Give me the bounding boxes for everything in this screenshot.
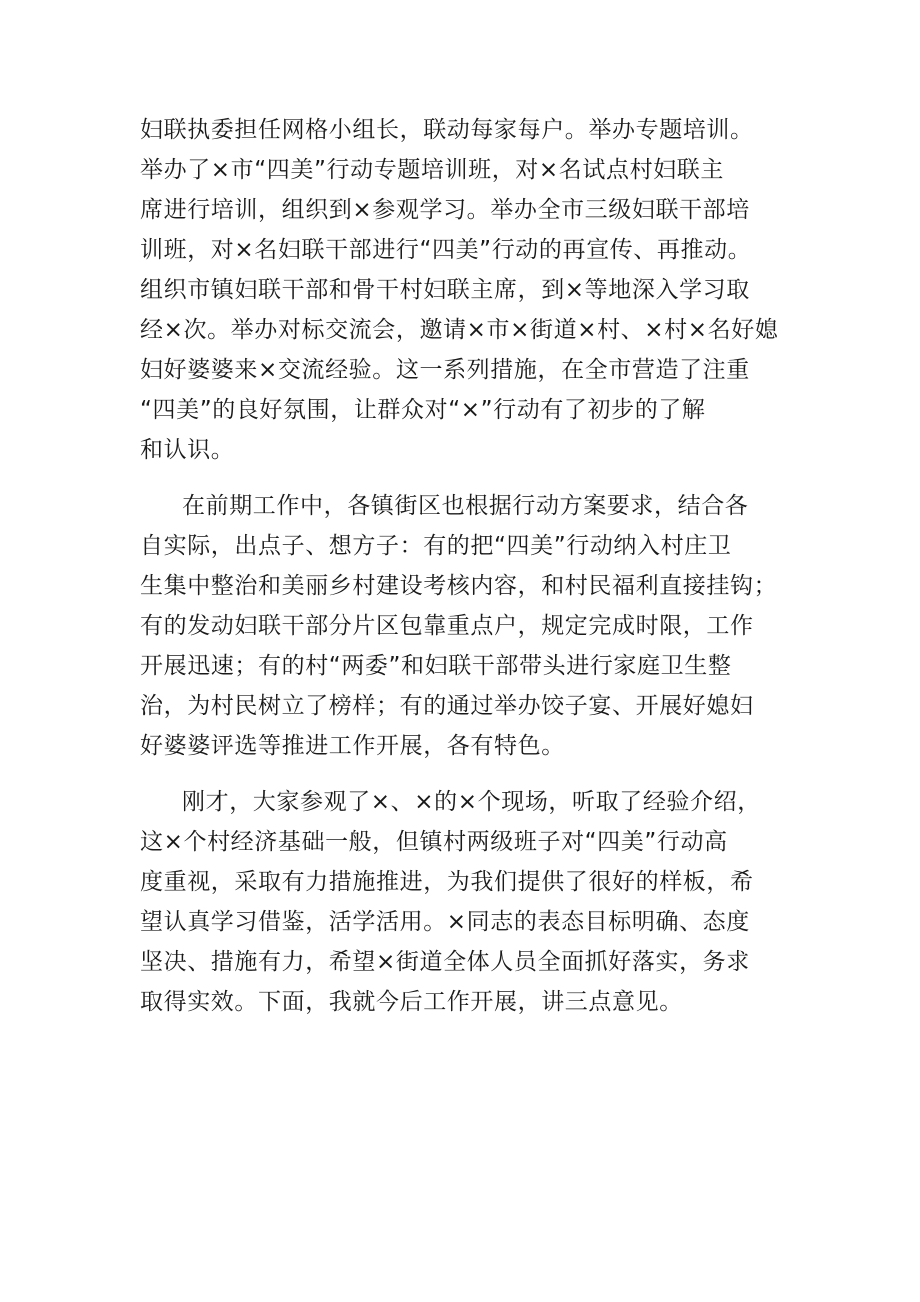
text-line: 妇联执委担任网格小组长，联动每家每户。举办专题培训。 [140, 117, 754, 143]
text-line: 自实际，出点子、想方子：有的把“四美”行动纳入村庄卫 [140, 533, 732, 559]
paragraph-3 [140, 782, 780, 1022]
text-line: 在前期工作中，各镇街区也根据行动方案要求，结合各 [182, 493, 749, 519]
text-line: 经×次。举办对标交流会，邀请×市×街道×村、×村×名好媳 [140, 317, 779, 343]
text-line: 刚才，大家参观了×、×的×个现场，听取了经验介绍， [182, 789, 761, 815]
text-line: 坚决、措施有力，希望×街道全体人员全面抓好落实，务求 [140, 949, 750, 975]
text-line: “四美”的良好氛围，让群众对“×”行动有了初步的了解 [140, 397, 706, 423]
text-line: 生集中整治和美丽乡村建设考核内容，和村民福利直接挂钩； [140, 573, 778, 599]
document-body [140, 110, 780, 1022]
text-line: 治，为村民树立了榜样；有的通过举办饺子宴、开展好媳妇 [140, 693, 754, 719]
text-line: 好婆婆评选等推进工作开展，各有特色。 [140, 733, 565, 759]
text-line: 席进行培训，组织到×参观学习。举办全市三级妇联干部培 [140, 197, 750, 223]
text-line: 组织市镇妇联干部和骨干村妇联主席，到×等地深入学习取 [140, 277, 750, 303]
text-line: 妇好婆婆来×交流经验。这一系列措施，在全市营造了注重 [140, 357, 750, 383]
paragraph-spacer [140, 470, 780, 486]
paragraph-1 [140, 110, 780, 470]
paragraph-2 [140, 486, 780, 766]
text-line: 开展迅速；有的村“两委”和妇联干部带头进行家庭卫生整 [140, 653, 732, 679]
text-line: 这×个村经济基础一般，但镇村两级班子对“四美”行动高 [140, 829, 728, 855]
text-line: 取得实效。下面，我就今后工作开展，讲三点意见。 [140, 989, 683, 1015]
text-line: 和认识。 [140, 437, 235, 463]
text-line: 有的发动妇联干部分片区包靠重点户，规定完成时限，工作 [140, 613, 754, 639]
text-line: 度重视，采取有力措施推进，为我们提供了很好的样板，希 [140, 869, 754, 895]
text-line: 举办了×市“四美”行动专题培训班，对×名试点村妇联主 [140, 157, 724, 183]
text-line: 望认真学习借鉴，活学活用。×同志的表态目标明确、态度 [140, 909, 750, 935]
text-line: 训班，对×名妇联干部进行“四美”行动的再宣传、再推动。 [140, 237, 752, 263]
paragraph-spacer [140, 766, 780, 782]
